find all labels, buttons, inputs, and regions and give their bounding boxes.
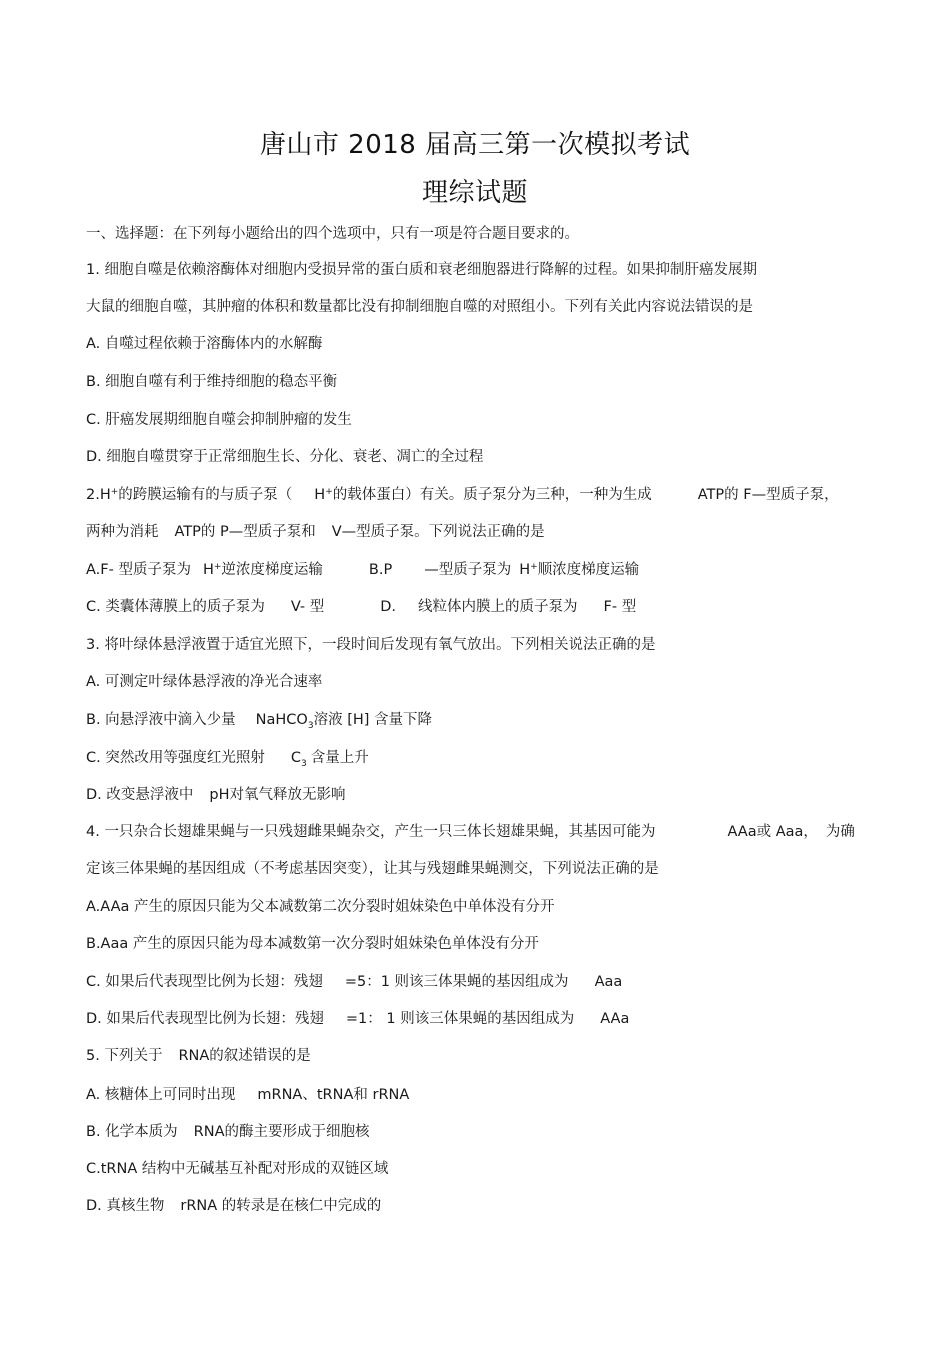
exam-title: 唐山市 2018 届高三第一次模拟考试 xyxy=(259,130,691,160)
q5-option-b: B. 化学本质为 RNA的酶主要形成于细胞核 xyxy=(86,1124,370,1140)
q1-stem-line2: 大鼠的细胞自噬，其肿瘤的体积和数量都比没有抑制细胞自噬的对照组小。下列有关此内容说法错误的是 xyxy=(86,299,753,315)
q5-option-d: D. 真核生物 rRNA 的转录是在核仁中完成的 xyxy=(86,1198,382,1214)
q4-option-d: D. 如果后代表现型比例为长翅：残翅 =1： 1 则该三体果蝇的基因组成为 AAa xyxy=(86,1011,630,1027)
q1-stem-line1: 1. 细胞自噬是依赖溶酶体对细胞内受损异常的蛋白质和衰老细胞器进行降解的过程。如果抑制肝癌发展期 xyxy=(86,262,757,278)
q2-option-b: B.P —型质子泵为 H+顺浓度梯度运输 xyxy=(368,562,640,578)
q3-option-c: C. 突然改用等强度红光照射 $C_3$ 含量上升 xyxy=(86,750,369,769)
q2-option-d: D. 线粒体内膜上的质子泵为 F- 型 xyxy=(380,599,637,615)
q3-option-a: A. 可测定叶绿体悬浮液的净光合速率 xyxy=(86,674,323,690)
q3-option-d: D. 改变悬浮液中 pH对氧气释放无影响 xyxy=(86,787,346,803)
q5-option-c: C.tRNA 结构中无碱基互补配对形成的双链区域 xyxy=(86,1161,389,1177)
q1-option-b: B. 细胞自噬有利于维持细胞的稳态平衡 xyxy=(86,374,338,390)
q2-stem-line1: 2.H+的跨膜运输有的与质子泵（ H+的载体蛋白）有关。质子泵分为三种，一种为生成 ATP的 F—型质子泵， xyxy=(86,487,839,503)
q5-stem: 5. 下列关于 RNA的叙述错误的是 xyxy=(86,1048,311,1064)
q2-stem-line2: 两种为消耗 ATP的 P—型质子泵和 V—型质子泵。下列说法正确的是 xyxy=(86,524,545,540)
q2-option-c: C. 类囊体薄膜上的质子泵为 V- 型 xyxy=(86,599,325,615)
q4-option-b: B.Aaa 产生的原因只能为母本减数第一次分裂时姐妹染色单体没有分开 xyxy=(86,936,539,952)
q1-option-d: D. 细胞自噬贯穿于正常细胞生长、分化、衰老、凋亡的全过程 xyxy=(86,449,484,465)
q2-options-ab xyxy=(86,560,639,580)
q4-option-c: C. 如果后代表现型比例为长翅：残翅 =5：1 则该三体果蝇的基因组成为 Aaa xyxy=(86,974,623,990)
q3-stem: 3. 将叶绿体悬浮液置于适宜光照下，一段时间后发现有氧气放出。下列相关说法正确的是 xyxy=(86,637,656,653)
q5-option-a: A. 核糖体上可同时出现 mRNA、tRNA和 rRNA xyxy=(86,1087,410,1103)
q4-option-a: A.AAa 产生的原因只能为父本减数第二次分裂时姐妹染色中单体没有分开 xyxy=(86,899,555,915)
q1-option-a: A. 自噬过程依赖于溶酶体内的水解酶 xyxy=(86,336,323,352)
q2-options-cd xyxy=(86,597,636,617)
q1-option-c: C. 肝癌发展期细胞自噬会抑制肿瘤的发生 xyxy=(86,412,352,428)
q3-option-b: B. 向悬浮液中滴入少量 NaHCO$_3$溶液 [H] 含量下降 xyxy=(86,712,433,731)
q4-stem-line1: 4. 一只杂合长翅雄果蝇与一只残翅雌果蝇杂交，产生一只三体长翅雄果蝇，其基因可能为 AAa或 Aaa， 为确 xyxy=(86,824,855,840)
q2-option-a: A.F- 型质子泵为 H+逆浓度梯度运输 xyxy=(86,562,323,578)
exam-subtitle: 理综试题 xyxy=(421,178,528,208)
section-instructions: 一、选择题：在下列每小题给出的四个选项中，只有一项是符合题目要求的。 xyxy=(86,226,579,242)
q4-stem-line2: 定该三体果蝇的基因组成（不考虑基因突变），让其与残翅雌果蝇测交，下列说法正确的是 xyxy=(86,861,659,877)
